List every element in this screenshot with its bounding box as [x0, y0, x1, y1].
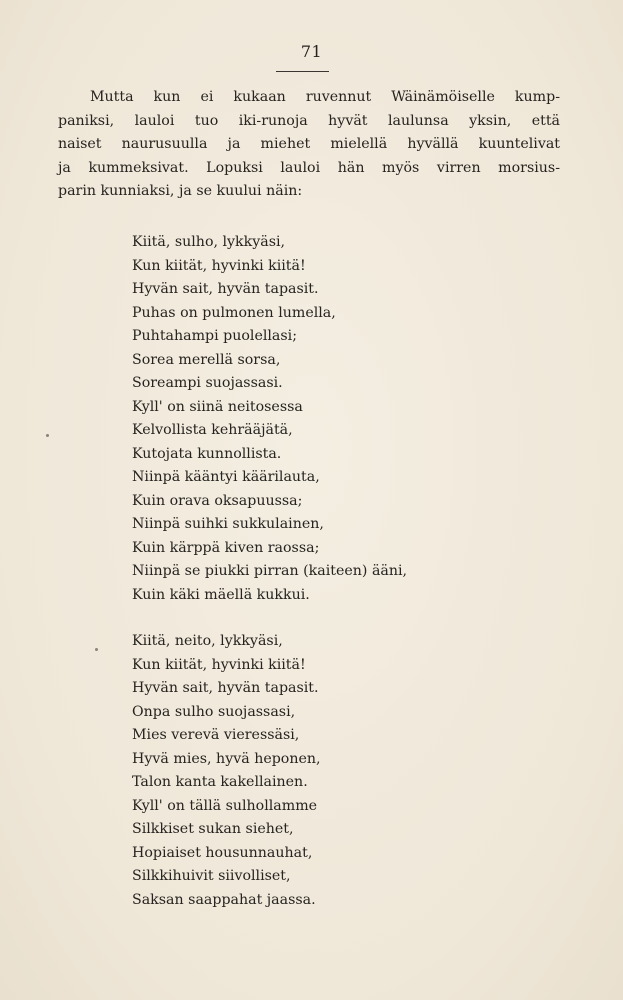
- prose-line: parin kunniaksi, ja se kuului näin:: [58, 183, 303, 199]
- poem-line: Kyll' on siinä neitosessa: [132, 398, 303, 415]
- poem-line: Sorea merellä sorsa,: [132, 351, 281, 368]
- poem-line: Silkkiset sukan siehet,: [132, 821, 294, 837]
- paper-speck: [46, 434, 49, 437]
- prose-line: naiset naurusuulla ja miehet mielellä hyvällä kuuntelivat: [58, 136, 560, 152]
- poem-line: Kuin orava oksapuussa;: [132, 492, 303, 509]
- prose-paragraph: [58, 86, 560, 204]
- page-number: 71: [300, 42, 323, 61]
- poem-stanza: [132, 630, 552, 912]
- paper-speck: [95, 648, 98, 651]
- poem-line: Kyll' on tällä sulhollamme: [132, 797, 318, 814]
- poem-line: Kun kiität, hyvinki kiitä!: [132, 656, 306, 673]
- poem-line: Onpa sulho suojassasi,: [132, 703, 296, 720]
- poem-line: Mies verevä vieressäsi,: [132, 727, 300, 743]
- poem-line: Puhas on pulmonen lumella,: [132, 304, 336, 321]
- prose-line: Mutta kun ei kukaan ruvennut Wäinämöiselle kump-: [90, 89, 560, 105]
- poem-line: Puhtahampi puolellasi;: [132, 328, 297, 344]
- poem-line: Kelvollista kehrääjätä,: [132, 422, 293, 438]
- poem-line: Silkkihuivit siivolliset,: [132, 868, 291, 884]
- poem-line: Saksan saappahat jaassa.: [132, 891, 316, 908]
- poem-line: Kun kiität, hyvinki kiitä!: [132, 257, 306, 274]
- poem-stanza: [132, 231, 552, 607]
- header-rule: [276, 71, 329, 72]
- prose-line: paniksi, lauloi tuo iki-runoja hyvät laulunsa yksin, että: [58, 112, 560, 129]
- poem-line: Hyvän sait, hyvän tapasit.: [132, 281, 319, 297]
- poem-line: Hopiaiset housunnauhat,: [132, 844, 313, 861]
- prose-line: ja kummeksivat. Lopuksi lauloi hän myös virren morsius-: [58, 159, 560, 176]
- poem-line: Talon kanta kakellainen.: [132, 774, 308, 790]
- poem-line: Soreampi suojassasi.: [132, 375, 283, 391]
- poem-line: Niinpä suihki sukkulainen,: [132, 516, 324, 532]
- poem-line: Niinpä kääntyi käärilauta,: [132, 469, 320, 485]
- poem-line: Niinpä se piukki pirran (kaiteen) ääni,: [132, 563, 408, 579]
- poem-line: Kiitä, sulho, lykkyäsi,: [132, 234, 286, 250]
- poem-line: Hyvä mies, hyvä heponen,: [132, 750, 321, 767]
- poem-line: Kiitä, neito, lykkyäsi,: [132, 633, 283, 649]
- poem-line: Kutojata kunnollista.: [132, 445, 282, 462]
- poem-line: Kuin kärppä kiven raossa;: [132, 539, 320, 556]
- poem-line: Hyvän sait, hyvän tapasit.: [132, 680, 319, 696]
- poem-line: Kuin käki mäellä kukkui.: [132, 586, 310, 603]
